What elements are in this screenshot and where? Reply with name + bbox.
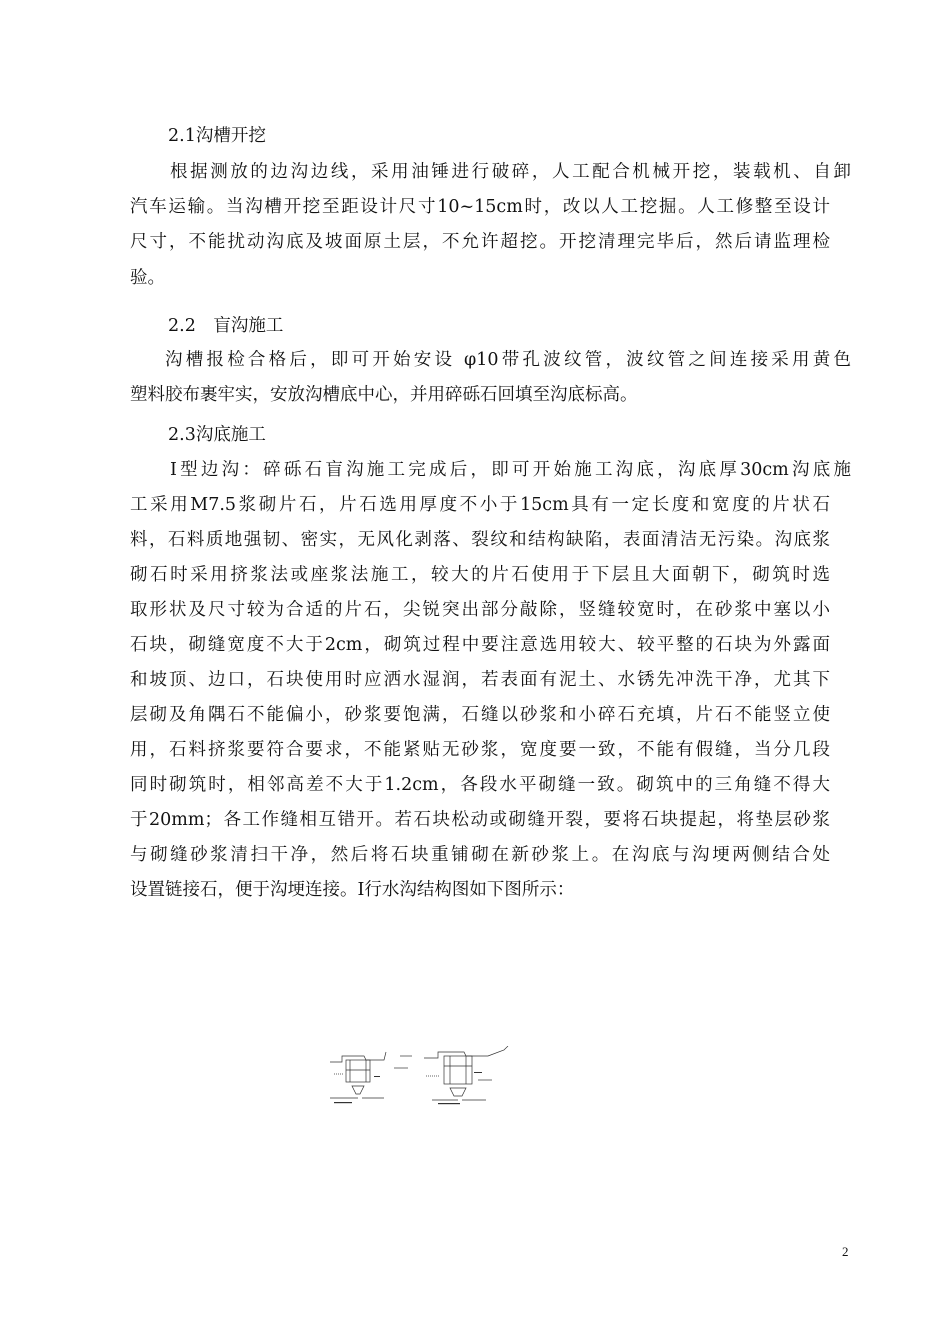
heading-2-1: 2.1沟槽开挖 bbox=[168, 126, 266, 146]
paragraph-2-3-line: 于20mm；各工作缝相互错开。若石块松动或砌缝开裂，要将石块提起，将垫层砂浆 bbox=[130, 810, 830, 830]
paragraph-2-3-line: 同时砌筑时，相邻高差不大于1.2cm，各段水平砌缝一致。砌筑中的三角缝不得大 bbox=[130, 775, 830, 795]
paragraph-2-1-line: 根据测放的边沟边线，采用油锤进行破碎，人工配合机械开挖，装载机、自卸 bbox=[170, 162, 851, 182]
heading-2-3: 2.3沟底施工 bbox=[168, 425, 266, 445]
paragraph-2-3-line: 设置链接石，便于沟埂连接。Ⅰ行水沟结构图如下图所示： bbox=[130, 880, 575, 900]
ditch-diagram-left bbox=[330, 1052, 412, 1098]
paragraph-2-3-line: 取形状及尺寸较为合适的片石，尖锐突出部分敲除，竖缝较宽时，在砂浆中塞以小 bbox=[130, 600, 830, 620]
ditch-structure-figure bbox=[328, 1046, 514, 1108]
paragraph-2-3-line: 层砌及角隅石不能偏小，砂浆要饱满，石缝以砂浆和小碎石充填，片石不能竖立使 bbox=[130, 705, 830, 725]
paragraph-2-3-line: 石块，砌缝宽度不大于2cm，砌筑过程中要注意选用较大、较平整的石块为外露面 bbox=[130, 635, 830, 655]
ditch-diagram-right bbox=[424, 1046, 508, 1100]
paragraph-2-2-line: 沟槽报检合格后，即可开始安设 φ10带孔波纹管，波纹管之间连接采用黄色 bbox=[165, 350, 851, 370]
paragraph-2-1-line: 汽车运输。当沟槽开挖至距设计尺寸10~15cm时，改以人工挖掘。人工修整至设计 bbox=[130, 197, 830, 217]
paragraph-2-1-line: 尺寸，不能扰动沟底及坡面原土层，不允许超挖。开挖清理完毕后，然后请监理检 bbox=[130, 232, 830, 252]
heading-2-2: 2.2 盲沟施工 bbox=[168, 316, 284, 336]
paragraph-2-3-line: 和坡顶、边口，石块使用时应洒水湿润，若表面有泥土、水锈先冲洗干净，尤其下 bbox=[130, 670, 830, 690]
paragraph-2-1-line: 验。 bbox=[130, 268, 165, 288]
paragraph-2-3-line: 工采用M7.5浆砌片石，片石选用厚度不小于15cm具有一定长度和宽度的片状石 bbox=[130, 495, 830, 515]
paragraph-2-3-line: 料，石料质地强韧、密实，无风化剥落、裂纹和结构缺陷，表面清洁无污染。沟底浆 bbox=[130, 530, 830, 550]
paragraph-2-3-line: 砌石时采用挤浆法或座浆法施工，较大的片石使用于下层且大面朝下，砌筑时选 bbox=[130, 565, 830, 585]
paragraph-2-3-line: 与砌缝砂浆清扫干净，然后将石块重铺砌在新砂浆上。在沟底与沟埂两侧结合处 bbox=[130, 845, 830, 865]
page-number: 2 bbox=[842, 1244, 849, 1259]
paragraph-2-2-line: 塑料胶布裹牢实，安放沟槽底中心，并用碎砾石回填至沟底标高。 bbox=[130, 385, 638, 405]
paragraph-2-3-line: 用，石料挤浆要符合要求，不能紧贴无砂浆，宽度要一致，不能有假缝，当分几段 bbox=[130, 740, 830, 760]
paragraph-2-3-line: Ⅰ型边沟：碎砾石盲沟施工完成后，即可开始施工沟底，沟底厚30cm沟底施 bbox=[170, 460, 851, 480]
